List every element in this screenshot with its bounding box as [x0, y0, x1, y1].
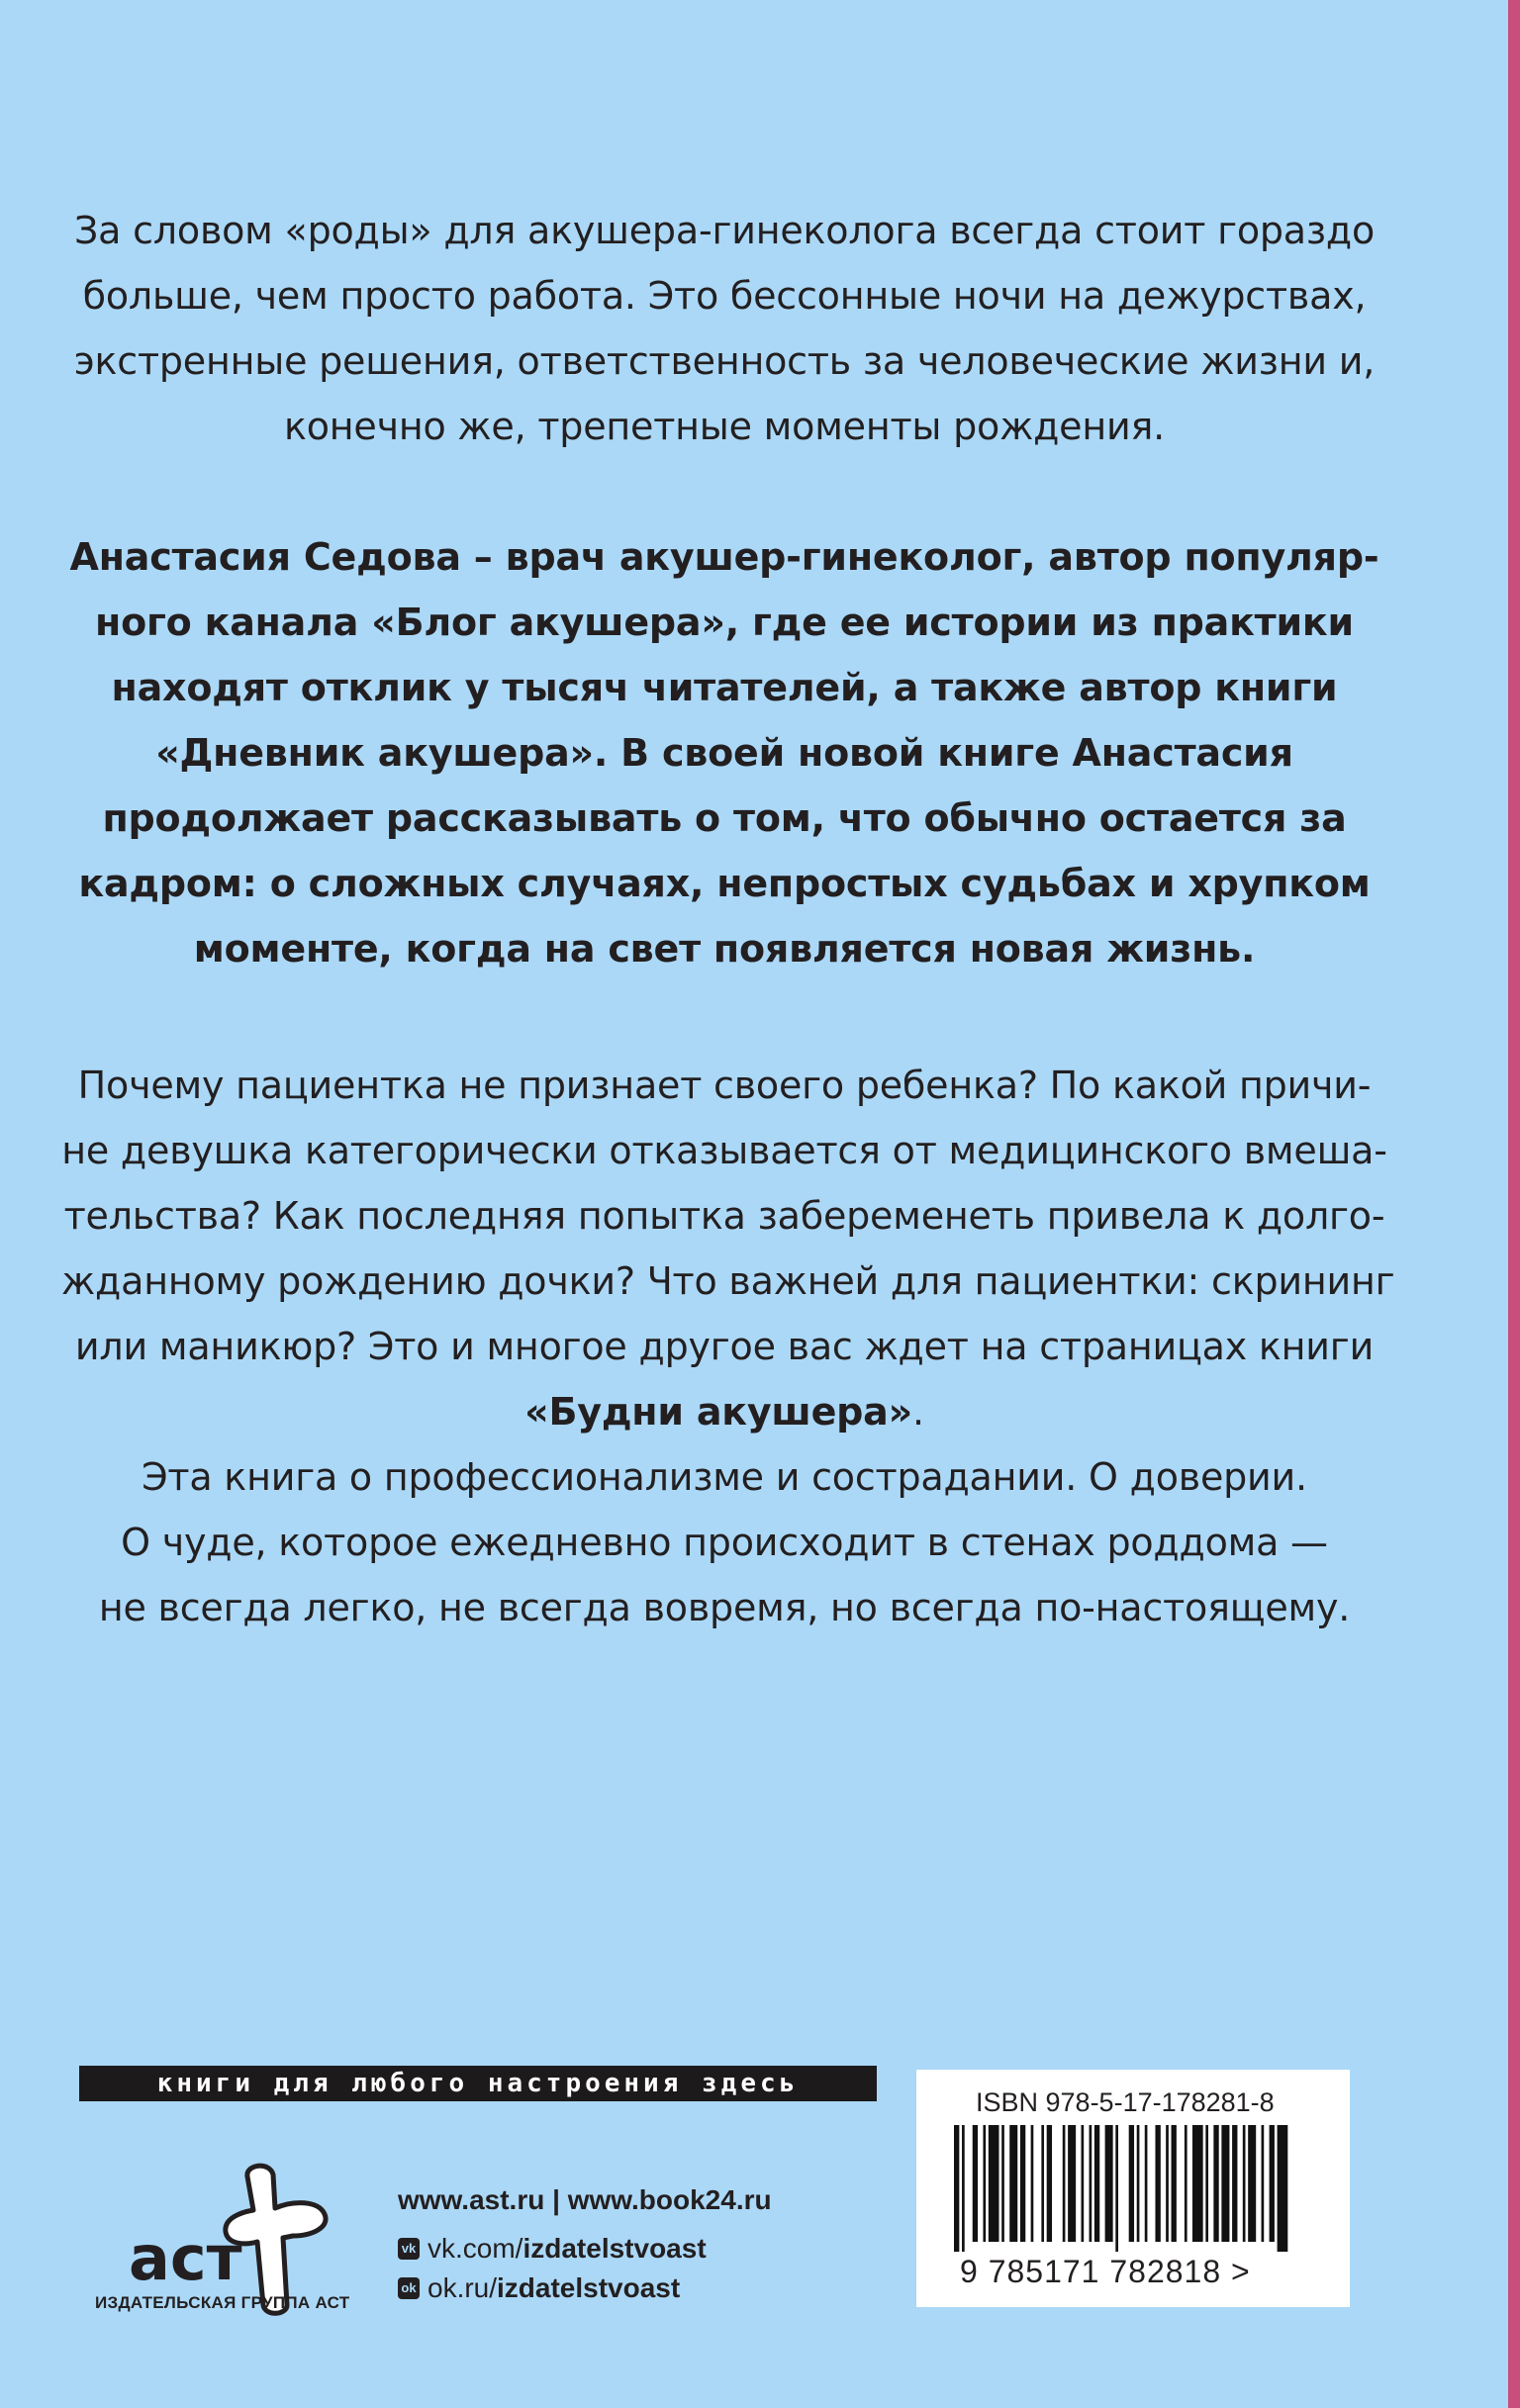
barcode-bar [954, 2125, 959, 2252]
vk-link[interactable] [398, 2230, 772, 2268]
barcode-bar [1155, 2125, 1160, 2242]
barcode-bar [1020, 2125, 1025, 2242]
text-line: или маникюр? Это и многое другое вас ждет на страницах книги [74, 1325, 1375, 1368]
questions-paragraph [61, 1053, 1395, 1444]
barcode-box [916, 2070, 1350, 2307]
barcode-bar [1129, 2125, 1134, 2242]
text-line: Почему пациентка не признает своего ребенка? По какой причи- [77, 1064, 1372, 1107]
barcode-bar [1009, 2125, 1017, 2242]
ok-link[interactable] [398, 2269, 772, 2307]
barcode-bar [1185, 2125, 1188, 2242]
text-line: «Дневник акушера». В своей новой книге Анастасия [155, 731, 1293, 775]
text-line: О чуде, которое ежедневно происходит в стенах роддома — [121, 1521, 1328, 1564]
barcode-bar [962, 2125, 965, 2252]
text-line: Эта книга о профессионализме и сострадании. О доверии. [142, 1455, 1307, 1499]
barcode-bar [1082, 2125, 1085, 2242]
barcode-bar [1115, 2125, 1118, 2252]
author-bio-paragraph [61, 524, 1387, 981]
barcode-bar [1041, 2125, 1044, 2242]
text-line: жданному рождению дочки? Что важней для пациентки: скрининг [61, 1259, 1395, 1303]
barcode-bar [1090, 2125, 1092, 2242]
barcode-bar [1232, 2125, 1237, 2242]
book-title-line [61, 1379, 1387, 1444]
barcode-bar [973, 2125, 978, 2242]
text-line: экстренные решения, ответственность за человеческие жизни и, [73, 339, 1376, 383]
logo-letters: аст [129, 2222, 242, 2294]
text-line: За словом «роды» для акушера-гинеколога всегда стоит гораздо [73, 209, 1376, 252]
text-line: конечно же, трепетные моменты рождения. [283, 405, 1166, 448]
tagline-banner: книги для любого настроения здесь [79, 2066, 877, 2101]
barcode-bar [1137, 2125, 1140, 2242]
book-title-suffix: . [911, 1390, 924, 1434]
ok-handle: izdatelstvoast [497, 2272, 681, 2303]
text-line: не девушка категорически отказывается от медицинского вмеша- [61, 1129, 1387, 1172]
barcode-bar [1063, 2125, 1066, 2242]
text-line: Анастасия Седова – врач акушер-гинеколог, автор популяр- [69, 535, 1379, 579]
text-line: тельства? Как последняя попытка забеременеть привела к долго- [63, 1194, 1385, 1238]
barcode-bar [1166, 2125, 1169, 2242]
barcode-bar [1278, 2125, 1288, 2252]
publisher-label: ИЗДАТЕЛЬСКАЯ ГРУППА АСТ [95, 2293, 350, 2312]
barcode-bar [1192, 2125, 1203, 2242]
barcode-bar [1270, 2125, 1275, 2242]
barcode-bar [1094, 2125, 1099, 2242]
barcode-bar [1068, 2125, 1076, 2242]
book-title: «Будни акушера» [524, 1390, 912, 1434]
barcode-bar [1047, 2125, 1052, 2242]
ok-prefix: ok.ru/ [428, 2272, 498, 2303]
barcode-bar [1205, 2125, 1208, 2242]
barcode-bar [1105, 2125, 1113, 2242]
vk-handle: izdatelstvoast [522, 2233, 707, 2264]
barcode-digits: 9 785171 782818 > [960, 2254, 1251, 2289]
odnoklassniki-icon: ok [398, 2277, 420, 2299]
spine-color-strip [1508, 0, 1520, 2408]
text-line: кадром: о сложных случаях, непростых судьбах и хрупком [78, 862, 1371, 905]
text-line: продолжает рассказывать о том, что обычно остается за [102, 796, 1347, 840]
intro-paragraph [61, 198, 1387, 459]
barcode-bar [1221, 2125, 1229, 2242]
text-line: моменте, когда на свет появляется новая жизнь. [193, 927, 1256, 971]
barcode-bar [989, 2125, 999, 2242]
barcode-bar [1145, 2125, 1148, 2242]
barcode-bar [1262, 2125, 1265, 2242]
publisher-links [398, 2180, 772, 2307]
text-line: не всегда легко, не всегда вовремя, но всегда по-настоящему. [98, 1586, 1351, 1629]
barcode-bars [954, 2125, 1290, 2252]
isbn-number: ISBN 978-5-17-178281-8 [976, 2087, 1275, 2117]
text-line: больше, чем просто работа. Это бессонные ночи на дежурствах, [82, 274, 1367, 318]
barcode-bar [1243, 2125, 1246, 2242]
text-line: находят отклик у тысяч читателей, а также автор книги [111, 666, 1338, 709]
closing-paragraph [61, 1444, 1387, 1640]
barcode-bar [983, 2125, 986, 2242]
barcode-bar [1031, 2125, 1034, 2242]
website-links[interactable]: www.ast.ru | www.book24.ru [398, 2184, 772, 2215]
barcode-bar [1248, 2125, 1256, 2242]
text-line: ного канала «Блог акушера», где ее истории из практики [95, 601, 1354, 644]
barcode-bar [1001, 2125, 1004, 2242]
vk-icon: vk [398, 2238, 420, 2260]
vk-prefix: vk.com/ [428, 2233, 523, 2264]
barcode-bar [1213, 2125, 1218, 2242]
barcode-bar [1172, 2125, 1177, 2242]
